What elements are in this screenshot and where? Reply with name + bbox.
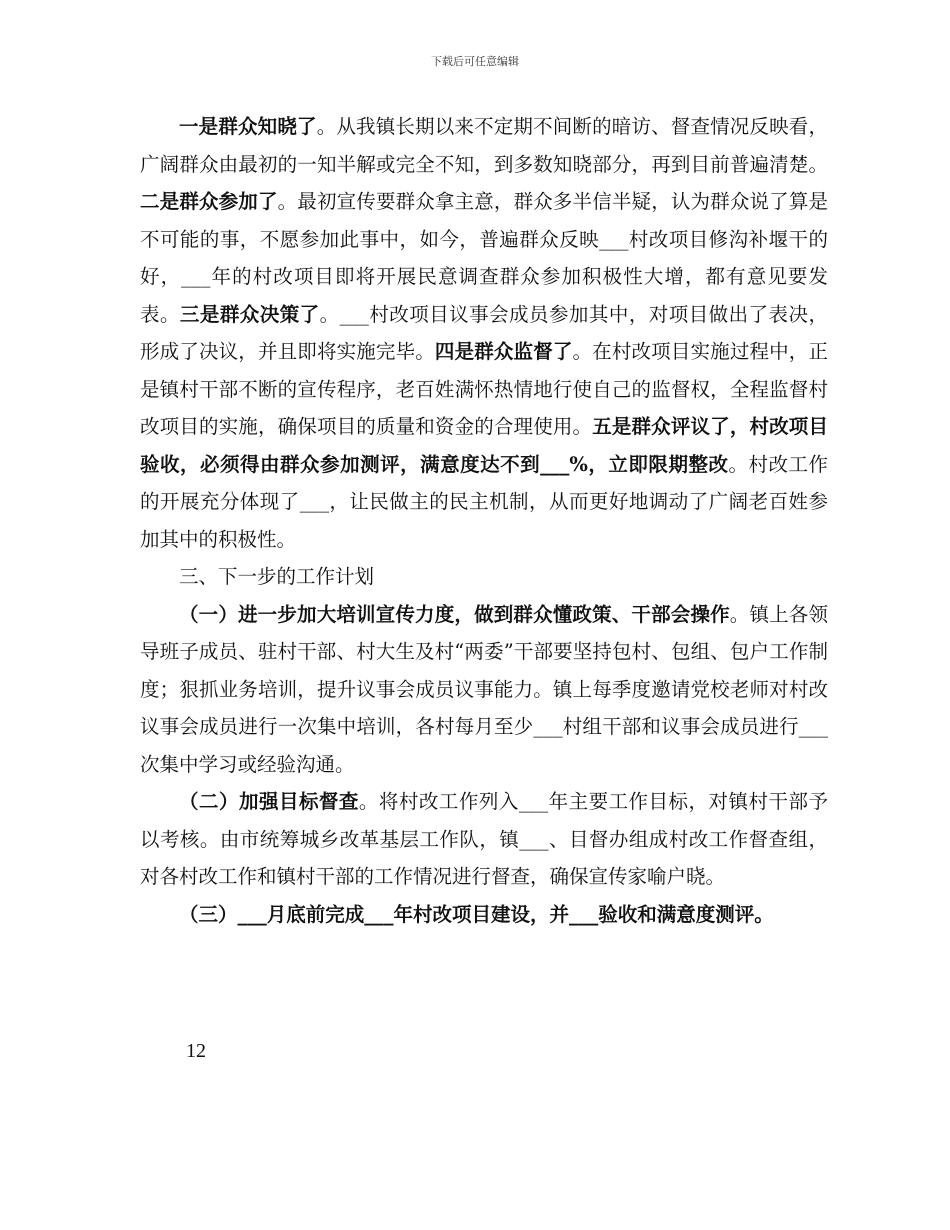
point-two-text: 。最初宣传要群众拿主意，群众多半信半疑，认为群众说了算是不可能的事，不愿参加此事中，如今，普遍群众反映___村改项目修沟补堰干的好，___年的村改项目即将开展民意调查群众参加积极性大增，都有意见要发表。 [140,190,828,326]
point-five-heading: 五是群众评议了，村改项目验收，必须得由群众参加测评，满意度达不到___%，立即限期整改 [140,415,828,476]
point-one-text: 。从我镇长期以来不定期不间断的暗访、督查情况反映看，广阔群众由最初的一知半解或完全不知，到多数知晓部分，再到目前普遍清楚。 [140,115,828,176]
plan-item-one-heading: （一）进一步加大培训宣传力度，做到群众懂政策、干部会操作 [179,602,730,626]
plan-item-three-heading: （三）___月底前完成___年村改项目建设，并___验收和满意度测评。 [179,902,774,926]
document-body [140,108,828,933]
page-header: 下载后可任意编辑 [431,55,519,68]
point-three-heading: 三是群众决策了 [179,302,320,326]
plan-item-one-text: 。镇上各领导班子成员、驻村干部、村大生及村“两委”干部要坚持包村、包组、包户工作制度；狠抓业务培训，提升议事会成员议事能力。镇上每季度邀请党校老师对村改议事会成员进行一次集中培训，各村每月至少___村组干部和议事会成员进行___次集中学习或经验沟通。 [140,602,828,776]
point-four-heading: 四是群众监督了 [434,340,573,363]
plan-item-one [140,596,828,784]
plan-item-two [140,783,828,896]
point-five-text: 。村改工作的开展充分体现了___，让民做主的民主机制，从而更好地调动了广阔老百姓参加其中的积极性。 [140,452,828,551]
plan-item-three [140,896,828,934]
plan-item-two-heading: （二）加强目标督查 [179,790,359,813]
page-number: 12 [186,1040,206,1062]
point-three-text: 。___村改项目议事会成员参加其中，对项目做出了表决，形成了决议，并且即将实施完毕。 [140,302,828,363]
point-two-heading: 二是群众参加了 [140,190,278,213]
plan-item-two-text: 。将村改工作列入___年主要工作目标，对镇村干部予以考核。由市统筹城乡改革基层工作队，镇___、目督办组成村改工作督查组，对各村改工作和镇村干部的工作情况进行督查，确保宣传家喻户晓。 [140,790,828,888]
section-three-title: 三、下一步的工作计划 [179,565,375,588]
point-one-heading: 一是群众知晓了 [179,115,317,138]
point-four-text: 。在村改项目实施过程中，正是镇村干部不断的宣传程序，老百姓满怀热情地行使自己的监督权，全程监督村改项目的实施，确保项目的质量和资金的合理使用。 [140,340,828,438]
paragraph-public-outcomes [140,108,828,558]
